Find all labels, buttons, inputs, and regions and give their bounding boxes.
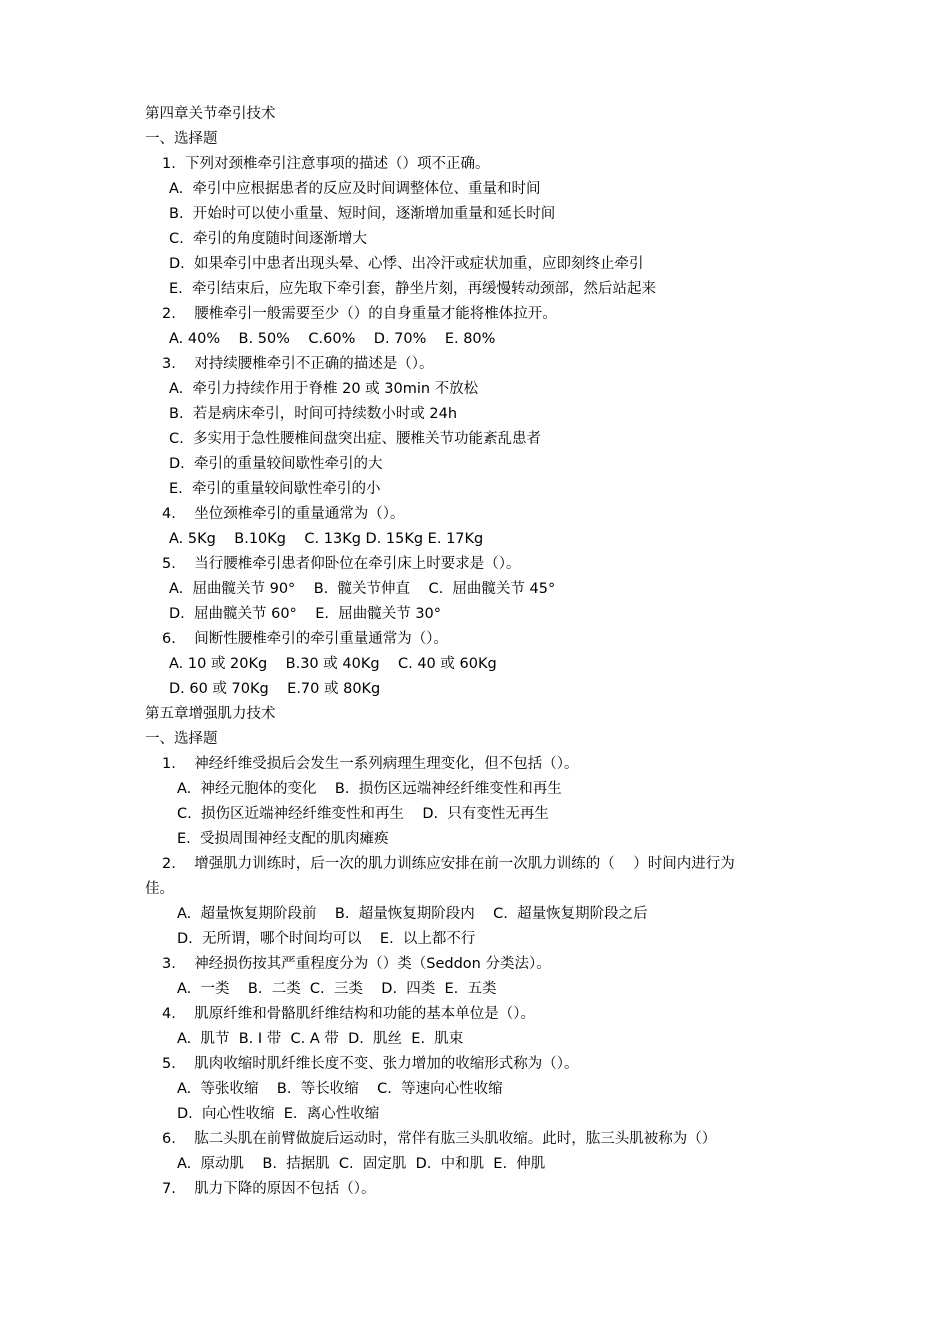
question-text: 6. 肱二头肌在前臂做旋后运动时，常伴有肱三头肌收缩。此时，肱三头肌被称为（）	[162, 1131, 717, 1147]
question-text: 1. 神经纤维受损后会发生一系列病理生理变化，但不包括（）。	[162, 756, 579, 772]
section-heading: 一、选择题	[145, 131, 218, 147]
option-text: E. 牵引的重量较间歇性牵引的小	[169, 481, 381, 497]
option-text: C. 损伤区近端神经纤维变性和再生 D. 只有变性无再生	[177, 806, 549, 822]
option-text: A. 5Kg B.10Kg C. 13Kg D. 15Kg E. 17Kg	[169, 531, 484, 547]
option-text: E. 牵引结束后，应先取下牵引套，静坐片刻，再缓慢转动颈部，然后站起来	[169, 281, 656, 297]
option-text: C. 多实用于急性腰椎间盘突出症、腰椎关节功能紊乱患者	[169, 431, 541, 447]
option-text: D. 如果牵引中患者出现头晕、心悸、出冷汗或症状加重，应即刻终止牵引	[169, 256, 644, 272]
question-text: 4. 坐位颈椎牵引的重量通常为（）。	[162, 506, 405, 522]
question-text: 4. 肌原纤维和骨骼肌纤维结构和功能的基本单位是（）。	[162, 1006, 536, 1022]
option-text: B. 开始时可以使小重量、短时间，逐渐增加重量和延长时间	[169, 206, 556, 222]
option-text: D. 向心性收缩 E. 离心性收缩	[177, 1106, 380, 1122]
option-text: E. 受损周围神经支配的肌肉瘫痪	[177, 831, 389, 847]
question-text: 5. 当行腰椎牵引患者仰卧位在牵引床上时要求是（）。	[162, 556, 521, 572]
option-text: A. 40% B. 50% C.60% D. 70% E. 80%	[169, 331, 496, 347]
option-text: D. 屈曲髋关节 60° E. 屈曲髋关节 30°	[169, 606, 442, 622]
option-text: A. 原动肌 B. 拮据肌 C. 固定肌 D. 中和肌 E. 伸肌	[177, 1156, 546, 1172]
option-text: A. 超量恢复期阶段前 B. 超量恢复期阶段内 C. 超量恢复期阶段之后	[177, 906, 648, 922]
question-text: 7. 肌力下降的原因不包括（）。	[162, 1181, 376, 1197]
option-text: D. 60 或 70Kg E.70 或 80Kg	[169, 681, 381, 697]
option-text: D. 无所谓，哪个时间均可以 E. 以上都不行	[177, 931, 476, 947]
question-text: 6. 间断性腰椎牵引的牵引重量通常为（）。	[162, 631, 449, 647]
option-text: A. 牵引中应根据患者的反应及时间调整体位、重量和时间	[169, 181, 541, 197]
option-text: A. 屈曲髋关节 90° B. 髋关节伸直 C. 屈曲髋关节 45°	[169, 581, 556, 597]
option-text: C. 牵引的角度随时间逐渐增大	[169, 231, 367, 247]
option-text: A. 肌节 B. I 带 C. A 带 D. 肌丝 E. 肌束	[177, 1031, 464, 1047]
question-text: 3. 神经损伤按其严重程度分为（）类（Seddon 分类法）。	[162, 956, 551, 972]
option-text: D. 牵引的重量较间歇性牵引的大	[169, 456, 383, 472]
option-text: B. 若是病床牵引，时间可持续数小时或 24h	[169, 406, 458, 422]
question-text-continued: 佳。	[145, 881, 174, 897]
question-text: 2. 腰椎牵引一般需要至少（）的自身重量才能将椎体拉开。	[162, 306, 557, 322]
option-text: A. 神经元胞体的变化 B. 损伤区远端神经纤维变性和再生	[177, 781, 562, 797]
chapter-5-title: 第五章增强肌力技术	[145, 706, 276, 722]
option-text: A. 等张收缩 B. 等长收缩 C. 等速向心性收缩	[177, 1081, 503, 1097]
option-text: A. 一类 B. 二类 C. 三类 D. 四类 E. 五类	[177, 981, 497, 997]
question-text: 5. 肌肉收缩时肌纤维长度不变、张力增加的收缩形式称为（）。	[162, 1056, 579, 1072]
question-text: 3. 对持续腰椎牵引不正确的描述是（）。	[162, 356, 434, 372]
option-text: A. 10 或 20Kg B.30 或 40Kg C. 40 或 60Kg	[169, 656, 497, 672]
section-heading: 一、选择题	[145, 731, 218, 747]
question-text: 2. 增强肌力训练时，后一次的肌力训练应安排在前一次肌力训练的（ ）时间内进行为	[162, 856, 735, 872]
chapter-4-title: 第四章关节牵引技术	[145, 106, 276, 122]
question-text: 1. 下列对颈椎牵引注意事项的描述（）项不正确。	[162, 156, 490, 172]
option-text: A. 牵引力持续作用于脊椎 20 或 30min 不放松	[169, 381, 479, 397]
